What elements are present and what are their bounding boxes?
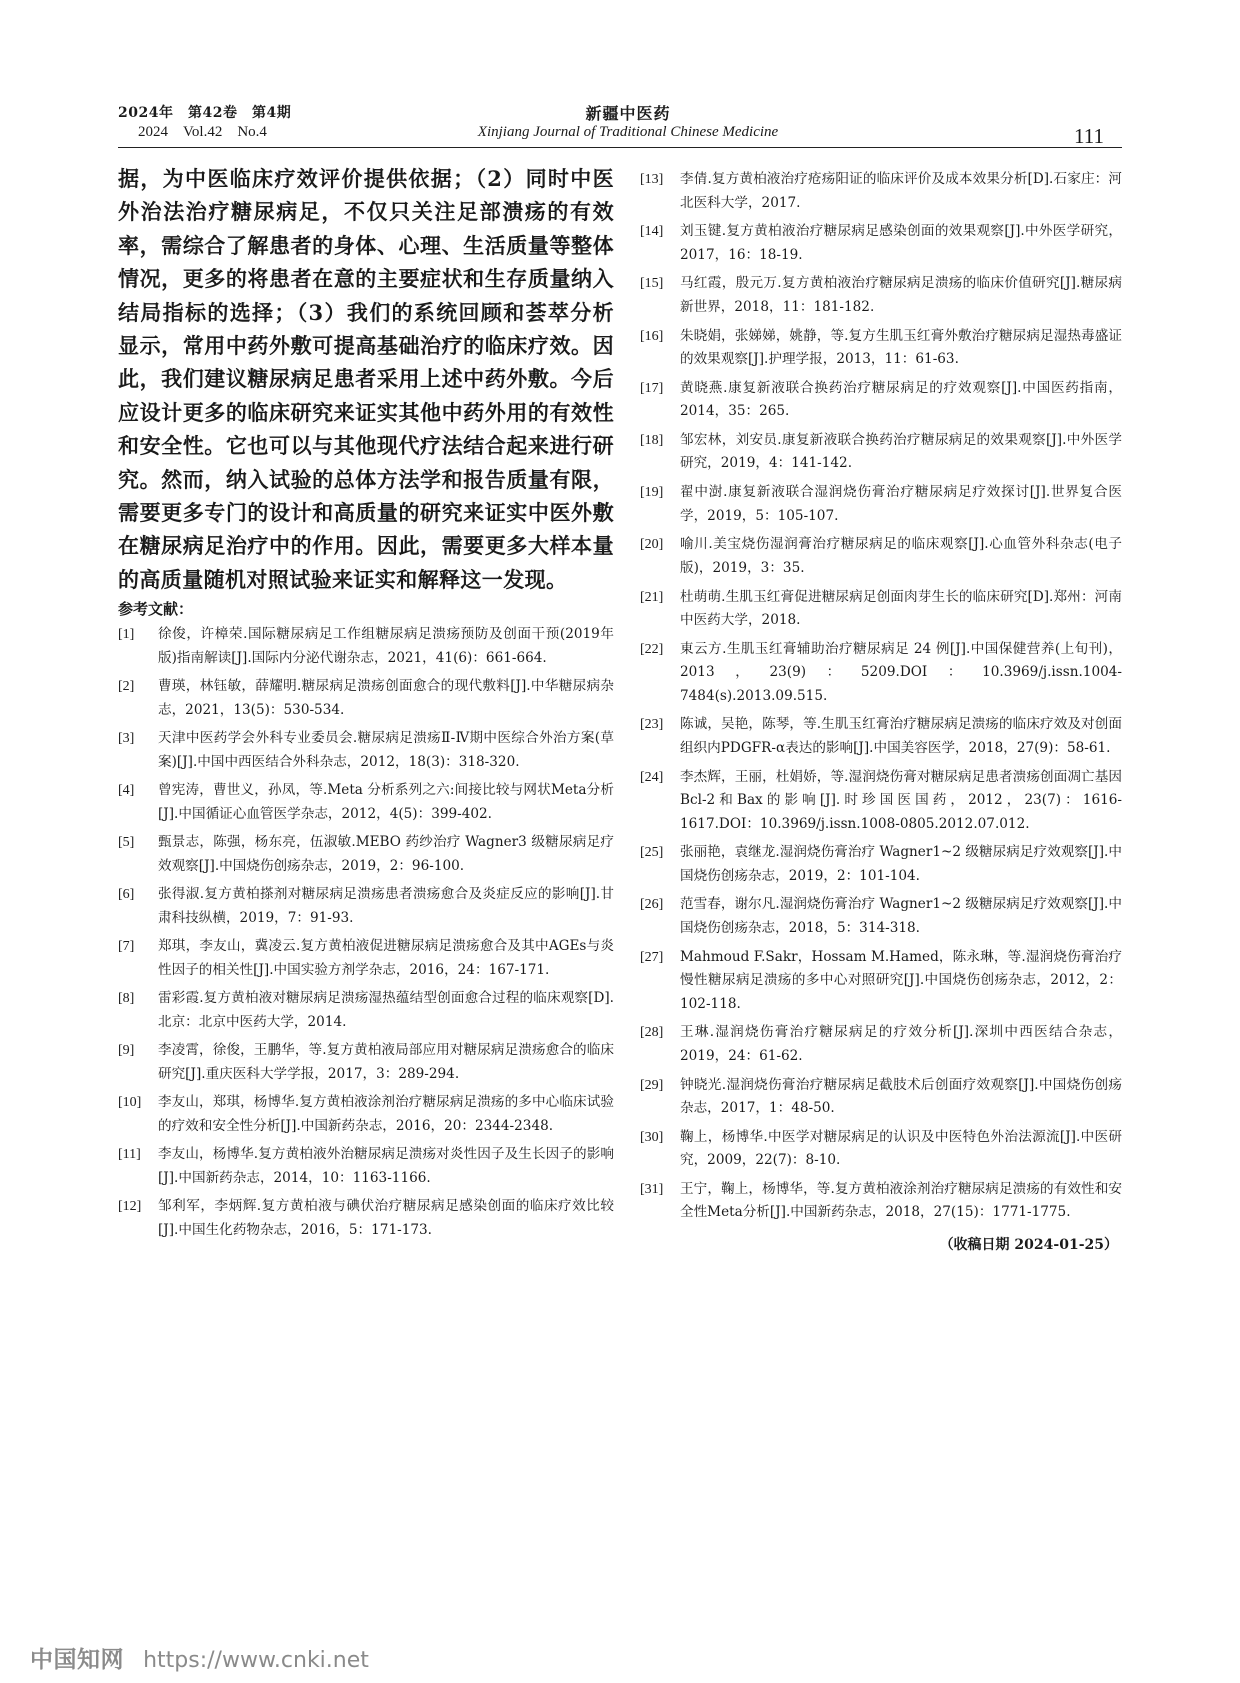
reference-item (640, 220, 1122, 267)
reference-number: [25] (640, 845, 664, 861)
reference-number: [24] (640, 769, 664, 785)
reference-item (118, 675, 614, 722)
reference-text: 王宁，鞠上，杨博华，等.复方黄柏液涂剂治疗糖尿病足溃疡的有效性和安全性Meta分析[J].中国新药杂志，2018，27(15)：1771-1775. (680, 1180, 1122, 1221)
reference-text: 黄晓燕.康复新液联合换药治疗糖尿病足的疗效观察[J].中国医药指南，2014，35：265. (680, 379, 1122, 420)
reference-number: [6] (118, 887, 135, 903)
cnki-logo: 中国知网 (30, 1647, 124, 1673)
reference-number: [16] (640, 328, 664, 344)
reference-text: 喻川.美宝烧伤湿润膏治疗糖尿病足的临床观察[J].心血管外科杂志(电子版)，2019，3：35. (680, 536, 1122, 576)
reference-number: [29] (640, 1077, 664, 1093)
reference-item (640, 533, 1122, 580)
issue-en: 2024 Vol.42 No.4 (138, 124, 267, 140)
reference-item (640, 168, 1122, 215)
reference-item (118, 1195, 614, 1242)
reference-text: 马红霞，殷元万.复方黄柏液治疗糖尿病足溃疡的临床价值研究[J].糖尿病新世界，2018，11：181-182. (680, 275, 1122, 315)
reference-item (640, 638, 1122, 709)
reference-item (118, 935, 614, 982)
reference-number: [5] (118, 835, 135, 851)
reference-text: 陈诚，吴艳，陈琴，等.生肌玉红膏治疗糖尿病足溃疡的临床疗效及对创面组织内PDGFR-α表达的影响[J].中国美容医学，2018，27(9)：58-61. (680, 716, 1122, 756)
reference-list-left (118, 623, 614, 1242)
reference-number: [12] (118, 1199, 142, 1215)
reference-number: [8] (118, 991, 135, 1007)
reference-number: [19] (640, 485, 664, 501)
reference-list-right (640, 168, 1122, 1225)
reference-item (118, 623, 614, 670)
reference-number: [2] (118, 679, 135, 695)
reference-item (640, 481, 1122, 528)
reference-item (640, 1126, 1122, 1173)
reference-text: 范雪春，谢尔凡.湿润烧伤膏治疗 Wagner1~2 级糖尿病足疗效观察[J].中国烧伤创疡杂志，2018，5：314-318. (680, 896, 1122, 936)
reference-item (118, 1039, 614, 1086)
reference-item (640, 1178, 1122, 1225)
left-column (118, 162, 614, 1247)
reference-text: 钟晓光.湿润烧伤膏治疗糖尿病足截肢术后创面疗效观察[J].中国烧伤创疡杂志，2017，1：48-50. (680, 1076, 1122, 1116)
reference-number: [10] (118, 1095, 142, 1111)
reference-item (640, 586, 1122, 633)
issue-zh: 2024年 第42卷 第4期 (118, 105, 292, 121)
reference-text: 甄景志，陈强，杨东亮，伍淑敏.MEBO 药纱治疗 Wagner3 级糖尿病足疗效观察[J].中国烧伤创疡杂志，2019，2：96-100. (158, 834, 614, 874)
reference-number: [4] (118, 783, 135, 799)
reference-number: [7] (118, 939, 135, 955)
reference-item (118, 1143, 614, 1190)
reference-item (640, 377, 1122, 424)
reference-number: [30] (640, 1129, 664, 1145)
reference-text: 邹利军，李炳辉.复方黄柏液与碘伏治疗糖尿病足感染创面的临床疗效比较[J].中国生化药物杂志，2016，5：171-173. (158, 1198, 614, 1238)
reference-number: [11] (118, 1147, 141, 1163)
reference-item (640, 429, 1122, 476)
reference-item (640, 1021, 1122, 1068)
reference-text: 雷彩霞.复方黄柏液对糖尿病足溃疡湿热蕴结型创面愈合过程的临床观察[D].北京：北京中医药大学，2014. (158, 990, 614, 1030)
reference-item (640, 841, 1122, 888)
reference-item (118, 779, 614, 826)
reference-text: 徐俊，许樟荣.国际糖尿病足工作组糖尿病足溃疡预防及创面干预(2019年版)指南解读[J].国际内分泌代谢杂志，2021，41(6)：661-664. (158, 626, 614, 666)
reference-text: 朱晓娟，张娣娣，姚静，等.复方生肌玉红膏外敷治疗糖尿病足湿热毒盛证的效果观察[J].护理学报，2013，11：61-63. (680, 327, 1122, 368)
reference-text: Mahmoud F.Sakr，Hossam M.Hamed，陈永琳，等.湿润烧伤膏治疗慢性糖尿病足溃疡的多中心对照研究[J].中国烧伤创疡杂志，2012，2：102-118. (680, 948, 1122, 1012)
reference-text: 翟中澍.康复新液联合湿润烧伤膏治疗糖尿病足疗效探讨[J].世界复合医学，2019，5：105-107. (680, 484, 1122, 524)
reference-item (118, 883, 614, 930)
reference-text: 杜萌萌.生肌玉红膏促进糖尿病足创面肉芽生长的临床研究[D].郑州：河南中医药大学，2018. (680, 588, 1122, 628)
reference-text: 李友山，杨博华.复方黄柏液外治糖尿病足溃疡对炎性因子及生长因子的影响[J].中国新药杂志，2014，10：1163-1166. (158, 1146, 614, 1186)
reference-item (640, 946, 1122, 1017)
reference-number: [20] (640, 537, 664, 553)
reference-number: [21] (640, 589, 664, 605)
reference-number: [9] (118, 1043, 135, 1059)
reference-number: [28] (640, 1025, 664, 1041)
reference-item (640, 893, 1122, 940)
reference-text: 曾宪涛，曹世义，孙凤，等.Meta 分析系列之六:间接比较与网状Meta分析[J].中国循证心血管医学杂志，2012，4(5)：399-402. (158, 782, 614, 822)
right-column (640, 168, 1122, 1254)
cnki-url[interactable]: https://www.cnki.net (143, 1648, 369, 1673)
reference-item (118, 987, 614, 1034)
reference-item (118, 1091, 614, 1138)
header-rule (118, 147, 1122, 148)
reference-text: 東云方.生肌玉红膏辅助治疗糖尿病足 24 例[J].中国保健营养(上旬刊)，2013，23(9)：5209.DOI：10.3969/j.issn.1004-7484(s).2013.09.515. (680, 640, 1122, 704)
reference-number: [27] (640, 949, 664, 965)
reference-text: 张丽艳，袁继龙.湿润烧伤膏治疗 Wagner1~2 级糖尿病足疗效观察[J].中国烧伤创疡杂志，2019，2：101-104. (680, 844, 1122, 884)
issue-info (118, 104, 291, 142)
reference-item (640, 325, 1122, 372)
reference-item (118, 727, 614, 774)
reference-text: 王琳.湿润烧伤膏治疗糖尿病足的疗效分析[J].深圳中西医结合杂志，2019，24：61-62. (680, 1024, 1122, 1064)
reference-item (640, 766, 1122, 837)
reference-text: 曹瑛，林钰敏，薛耀明.糖尿病足溃疡创面愈合的现代敷料[J].中华糖尿病杂志，2021，13(5)：530-534. (158, 678, 614, 718)
reference-number: [15] (640, 276, 664, 292)
reference-number: [1] (118, 627, 135, 643)
reference-number: [23] (640, 717, 664, 733)
journal-title-zh: 新疆中医药 (585, 104, 671, 123)
journal-title (418, 104, 838, 142)
journal-title-en: Xinjiang Journal of Traditional Chinese Medicine (477, 124, 779, 140)
cnki-watermark (30, 1641, 369, 1674)
page-number: 111 (1074, 124, 1104, 148)
reference-text: 李杰辉，王丽，杜娟娇，等.湿润烧伤膏对糖尿病足患者溃疡创面凋亡基因Bcl-2和Bax的影响[J].时珍国医国药，2012，23(7)：1616-1617.DOI：10.3969/j.issn.1008-0805.2012.07.012. (680, 768, 1122, 832)
reference-number: [22] (640, 641, 664, 657)
reference-text: 天津中医药学会外科专业委员会.糖尿病足溃疡Ⅱ-Ⅳ期中医综合外治方案(草案)[J].中国中西医结合外科杂志，2012，18(3)：318-320. (158, 730, 614, 770)
reference-text: 郑琪，李友山，冀凌云.复方黄柏液促进糖尿病足溃疡愈合及其中AGEs与炎性因子的相关性[J].中国实验方剂学杂志，2016，24：167-171. (158, 938, 614, 978)
reference-text: 李凌霄，徐俊，王鹏华，等.复方黄柏液局部应用对糖尿病足溃疡愈合的临床研究[J].重庆医科大学学报，2017，3：289-294. (158, 1042, 614, 1082)
body-paragraph: 据，为中医临床疗效评价提供依据；（2）同时中医外治法治疗糖尿病足，不仅只关注足部溃疡的有效率，需综合了解患者的身体、心理、生活质量等整体情况，更多的将患者在意的主要症状和生存质量纳入结局指标的选择；（3）我们的系统回顾和荟萃分析显示，常用中药外敷可提高基础治疗的临床疗效。因此，我们建议糖尿病足患者采用上述中药外敷。今后应设计更多的临床研究来证实其他中药外用的有效性和安全性。它也可以与其他现代疗法结合起来进行研究。然而，纳入试验的总体方法学和报告质量有限，需要更多专门的设计和高质量的研究来证实中医外敷在糖尿病足治疗中的作用。因此，需要更多大样本量的高质量随机对照试验来证实和解释这一发现。 (118, 166, 614, 592)
received-date: （收稿日期 2024-01-25） (939, 1236, 1118, 1253)
reference-item (118, 831, 614, 878)
reference-number: [13] (640, 172, 664, 187)
reference-number: [18] (640, 432, 664, 448)
reference-text: 刘玉键.复方黄柏液治疗糖尿病足感染创面的效果观察[J].中外医学研究，2017，16：18-19. (680, 223, 1122, 263)
reference-text: 鞠上，杨博华.中医学对糖尿病足的认识及中医特色外治法源流[J].中医研究，2009，22(7)：8-10. (680, 1128, 1122, 1169)
reference-number: [3] (118, 731, 135, 747)
reference-number: [14] (640, 224, 664, 240)
reference-item (640, 713, 1122, 760)
reference-text: 邹宏林，刘安员.康复新液联合换药治疗糖尿病足的效果观察[J].中外医学研究，2019，4：141-142. (680, 431, 1122, 472)
references-heading: 参考文献： (118, 600, 194, 619)
reference-number: [26] (640, 897, 664, 913)
reference-text: 李友山，郑琪，杨博华.复方黄柏液涂剂治疗糖尿病足溃疡的多中心临床试验的疗效和安全性分析[J].中国新药杂志，2016，20：2344-2348. (158, 1094, 614, 1134)
reference-number: [31] (640, 1181, 664, 1197)
reference-text: 李倩.复方黄柏液治疗疮疡阳证的临床评价及成本效果分析[D].石家庄：河北医科大学，2017. (680, 171, 1122, 211)
reference-text: 张得淑.复方黄柏搽剂对糖尿病足溃疡患者溃疡愈合及炎症反应的影响[J].甘肃科技纵横，2019，7：91-93. (158, 886, 614, 926)
reference-item (640, 272, 1122, 319)
reference-item (640, 1074, 1122, 1121)
running-header (118, 104, 1122, 148)
reference-number: [17] (640, 380, 664, 396)
